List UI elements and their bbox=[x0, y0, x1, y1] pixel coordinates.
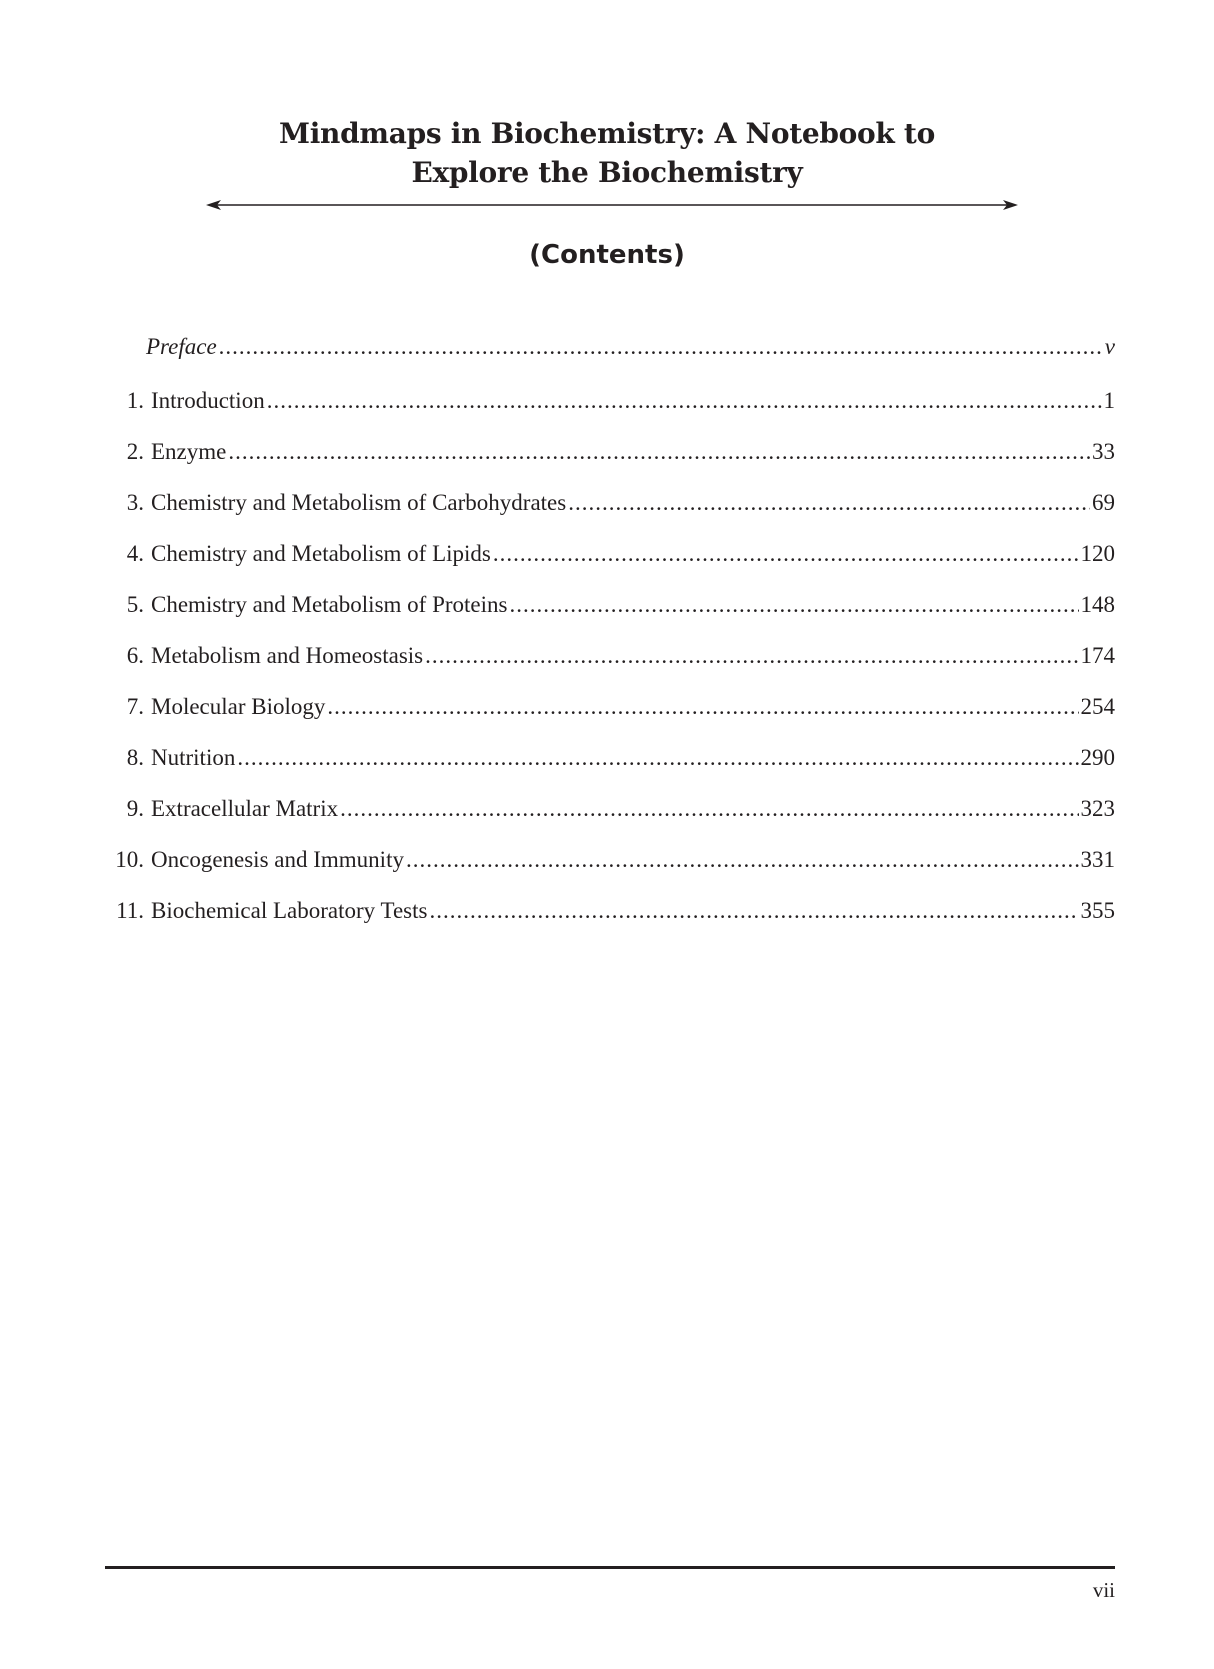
contents-heading: (Contents) bbox=[529, 240, 685, 270]
dot-leader bbox=[493, 535, 1079, 573]
toc-entry-number: 3. bbox=[126, 490, 144, 515]
toc-entry-number: 10. bbox=[115, 847, 144, 872]
toc-entry-title: Chemistry and Metabolism of Lipids bbox=[151, 541, 491, 566]
toc-entry-title: Oncogenesis and Immunity bbox=[151, 847, 404, 872]
dot-leader bbox=[429, 892, 1078, 930]
toc-entry-page: v bbox=[1104, 334, 1115, 359]
toc-entry-10[interactable] bbox=[100, 841, 1115, 892]
toc-entry-4[interactable] bbox=[100, 535, 1115, 586]
toc-entry-title: Chemistry and Metabolism of Proteins bbox=[151, 592, 508, 617]
dot-leader bbox=[327, 688, 1078, 726]
toc-entry-page: 331 bbox=[1080, 847, 1115, 872]
toc-entry-number: 8. bbox=[126, 745, 144, 770]
toc-entry-9[interactable] bbox=[100, 790, 1115, 841]
toc-entry-page: 33 bbox=[1092, 439, 1115, 464]
dot-leader bbox=[267, 382, 1102, 420]
toc-entry-page: 254 bbox=[1080, 694, 1115, 719]
book-title-line-1: Mindmaps in Biochemistry: A Notebook to bbox=[279, 117, 935, 150]
toc-entry-11[interactable] bbox=[100, 892, 1115, 943]
toc-entry-title: Introduction bbox=[151, 388, 265, 413]
toc-entry-number: 5. bbox=[126, 592, 144, 617]
toc-entry-title: Molecular Biology bbox=[151, 694, 326, 719]
dot-leader bbox=[425, 637, 1078, 675]
toc-entry-title: Nutrition bbox=[151, 745, 236, 770]
dot-leader bbox=[406, 841, 1079, 879]
toc-entry-number: 2. bbox=[126, 439, 144, 464]
toc-entry-page: 290 bbox=[1080, 745, 1115, 770]
dot-leader bbox=[509, 586, 1078, 624]
toc-entry-number: 1. bbox=[126, 388, 144, 413]
book-title bbox=[0, 114, 1214, 192]
toc-entry-page: 355 bbox=[1080, 898, 1115, 923]
dot-leader bbox=[219, 328, 1103, 366]
dot-leader bbox=[340, 790, 1078, 828]
toc-entry-3[interactable] bbox=[100, 484, 1115, 535]
toc-entry-title: Chemistry and Metabolism of Carbohydrates bbox=[151, 490, 567, 515]
toc-entry-page: 1 bbox=[1103, 388, 1115, 413]
toc-entry-5[interactable] bbox=[100, 586, 1115, 637]
dot-leader bbox=[568, 484, 1090, 522]
toc-entry-number: 7. bbox=[126, 694, 144, 719]
toc-entry-page: 323 bbox=[1080, 796, 1115, 821]
toc-entry-6[interactable] bbox=[100, 637, 1115, 688]
toc-entry-page: 148 bbox=[1080, 592, 1115, 617]
dot-leader bbox=[228, 433, 1090, 471]
toc-entry-number: 11. bbox=[116, 898, 144, 923]
toc-entry-title: Enzyme bbox=[151, 439, 227, 464]
toc-entry-number: 6. bbox=[126, 643, 144, 668]
toc-entry-page: 69 bbox=[1092, 490, 1115, 515]
toc-entry-title: Metabolism and Homeostasis bbox=[151, 643, 424, 668]
dot-leader bbox=[237, 739, 1078, 777]
toc-entry-title: Biochemical Laboratory Tests bbox=[151, 898, 428, 923]
double-arrow-rule-icon bbox=[206, 197, 1018, 213]
toc-entry-7[interactable] bbox=[100, 688, 1115, 739]
toc-entry-2[interactable] bbox=[100, 433, 1115, 484]
toc-entry-preface[interactable] bbox=[100, 328, 1115, 382]
toc-entry-8[interactable] bbox=[100, 739, 1115, 790]
toc-entry-1[interactable] bbox=[100, 382, 1115, 433]
toc-entry-title: Extracellular Matrix bbox=[151, 796, 339, 821]
toc-entry-page: 174 bbox=[1080, 643, 1115, 668]
footer-rule bbox=[105, 1566, 1115, 1569]
book-title-line-2: Explore the Biochemistry bbox=[411, 156, 803, 189]
page-number: vii bbox=[1092, 1578, 1115, 1602]
toc-entry-page: 120 bbox=[1080, 541, 1115, 566]
toc-entry-title: Preface bbox=[146, 334, 217, 359]
toc-entry-number: 4. bbox=[126, 541, 144, 566]
table-of-contents bbox=[100, 328, 1115, 943]
toc-entry-number: 9. bbox=[126, 796, 144, 821]
